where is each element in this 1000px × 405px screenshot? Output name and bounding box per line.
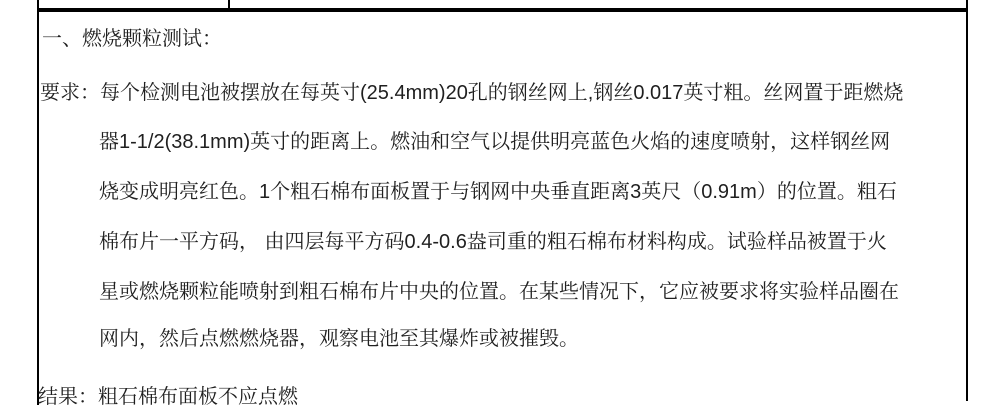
requirement-line: 烧变成明亮红色。1个粗石棉布面板置于与钢网中央垂直距离3英尺（0.91m）的位置。粗石 — [99, 181, 897, 203]
result-line-partial: 结果：粗石棉布面板不应点燃 — [38, 386, 298, 405]
requirement-line: 星或燃烧颗粒能喷射到粗石棉布片中央的位置。在某些情况下，它应被要求将实验样品圈在 — [99, 281, 899, 303]
table-row-border — [37, 8, 968, 12]
requirement-line: 器1-1/2(38.1mm)英寸的距离上。燃油和空气以提供明亮蓝色火焰的速度喷射，这样钢丝网 — [99, 131, 891, 153]
requirement-line: 网内，然后点燃燃烧器，观察电池至其爆炸或被摧毁。 — [99, 328, 579, 350]
table-left-border — [37, 0, 39, 405]
requirement-line: 要求：每个检测电池被摆放在每英寸(25.4mm)20孔的钢丝网上,钢丝0.017英寸粗。丝网置于距燃烧 — [40, 82, 904, 104]
section-title: 一、燃烧颗粒测试： — [42, 28, 222, 50]
requirement-line: 棉布片一平方码， 由四层每平方码0.4-0.6盎司重的粗石棉布材料构成。试验样品被置于火 — [99, 231, 887, 253]
table-right-border — [966, 0, 968, 401]
